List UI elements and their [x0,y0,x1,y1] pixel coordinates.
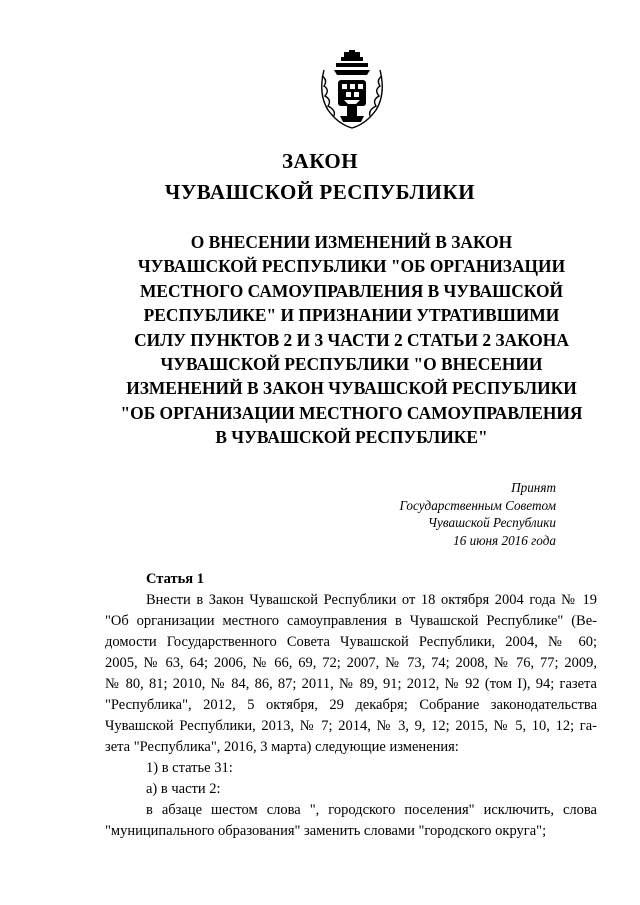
adoption-line: Принят [511,480,556,495]
republic-heading: ЧУВАШСКОЙ РЕСПУБЛИКИ [164,180,476,204]
body-line: 2005, № 63, 64; 2006, № 66, 69, 72; 2007, № 73, 74; 2008, № 76, 77; 2009, [105,655,597,671]
title-line: ИЗМЕНЕНИЙ В ЗАКОН ЧУВАШСКОЙ РЕСПУБЛИКИ [126,378,577,399]
title-line: О ВНЕСЕНИИ ИЗМЕНЕНИЙ В ЗАКОН [190,232,513,252]
title-line: В ЧУВАШСКОЙ РЕСПУБЛИКЕ" [215,427,488,448]
title-line: ЧУВАШСКОЙ РЕСПУБЛИКИ "ОБ ОРГАНИЗАЦИИ [137,256,566,277]
body-line: домости Государственного Совета Чувашской Республики, 2004, № 60; [105,634,597,650]
article-heading: Статья 1 [146,571,204,587]
body-line: Чувашской Республики, 2013, № 7; 2014, № 3, 9, 12; 2015, № 5, 10, 12; га- [105,718,597,734]
body-line: в абзаце шестом слова ", городского поселения" исключить, слова [146,802,597,818]
adoption-line: Государственным Советом [399,497,556,513]
body-line: Внести в Закон Чувашской Республики от 18 октября 2004 года № 19 [146,592,597,608]
title-line: СИЛУ ПУНКТОВ 2 И 3 ЧАСТИ 2 СТАТЬИ 2 ЗАКОНА [134,329,569,350]
republic-emblem-icon [314,50,390,132]
body-line: зета "Республика", 2016, 3 марта) следующие изменения: [105,739,459,755]
body-line: 1) в статье 31: [146,760,233,776]
article-body [105,590,597,842]
title-line: МЕСТНОГО САМОУПРАВЛЕНИЯ В ЧУВАШСКОЙ [139,280,564,301]
body-line: а) в части 2: [146,781,221,797]
adoption-note [380,479,556,549]
body-line: "муниципального образования" заменить словами "городского округа"; [105,823,547,839]
body-line: "Республика", 2012, 5 октября, 29 декабря; Собрание законодательства [105,697,597,713]
body-line: № 80, 81; 2010, № 84, 86, 87; 2011, № 89, 91; 2012, № 92 (том I), 94; газета [105,676,597,692]
title-line: "ОБ ОРГАНИЗАЦИИ МЕСТНОГО САМОУПРАВЛЕНИЯ [120,402,583,423]
title-line: ЧУВАШСКОЙ РЕСПУБЛИКИ "О ВНЕСЕНИИ [160,354,543,375]
law-title [95,230,608,450]
adoption-date: 16 июня 2016 года [453,532,556,548]
adoption-line: Чувашской Республики [427,515,556,531]
title-line: РЕСПУБЛИКЕ" И ПРИЗНАНИИ УТРАТИВШИМИ [143,305,560,326]
body-line: "Об организации местного самоуправления в Чувашской Республике" (Ве- [105,613,597,629]
law-heading: ЗАКОН [281,149,359,173]
